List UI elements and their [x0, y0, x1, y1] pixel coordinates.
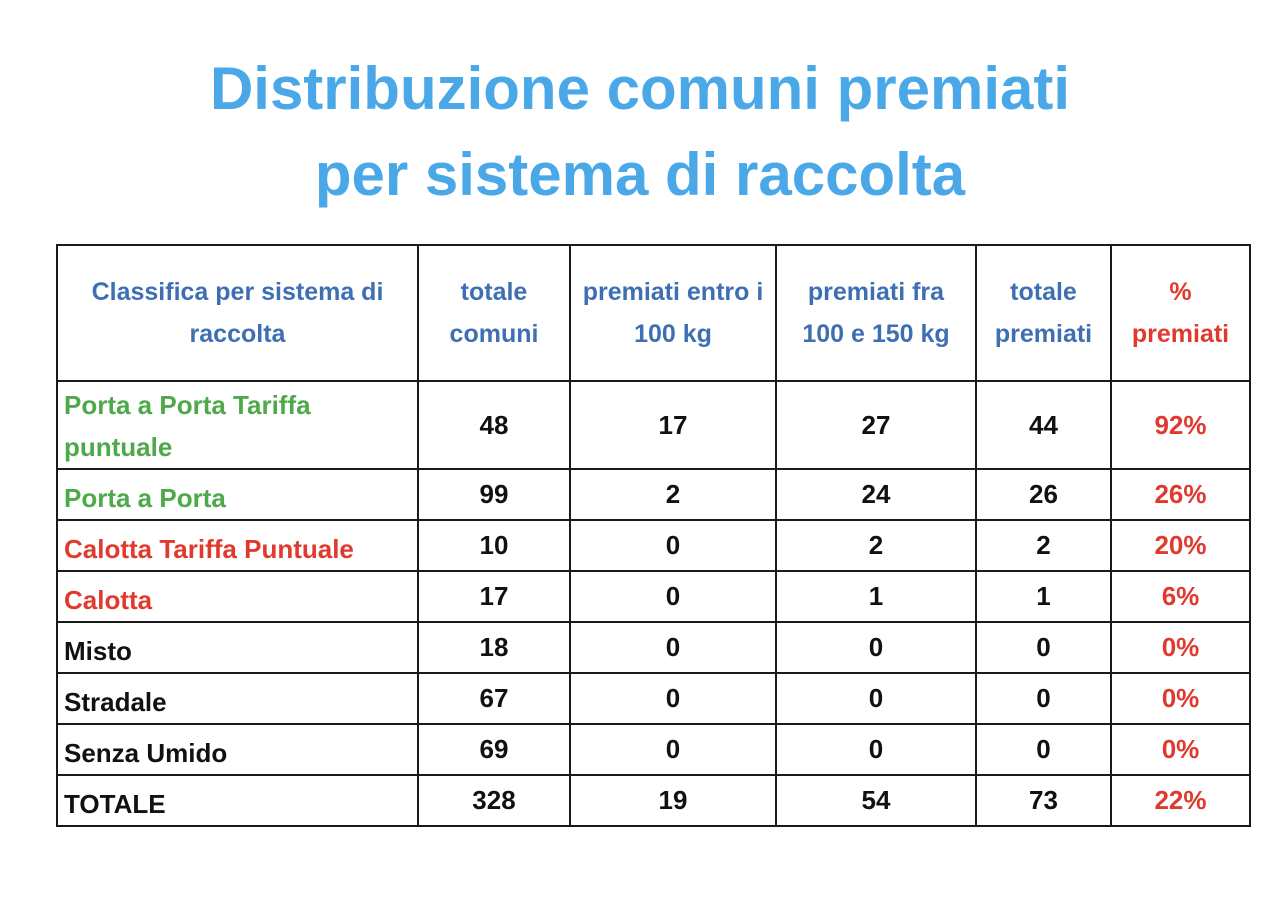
cell-totale-comuni: 10	[418, 520, 570, 571]
cell-fra-100-150: 2	[776, 520, 976, 571]
cell-totale-comuni: 99	[418, 469, 570, 520]
cell-entro-100: 2	[570, 469, 776, 520]
cell-totale-premiati: 1	[976, 571, 1111, 622]
cell-pct: 0%	[1111, 724, 1250, 775]
table-row	[57, 381, 1250, 469]
header-row	[57, 245, 1250, 381]
table-row	[57, 724, 1250, 775]
table-row	[57, 469, 1250, 520]
row-label: Calotta Tariffa Puntuale	[57, 520, 418, 571]
header-premiati-entro-100: premiati entro i 100 kg	[570, 245, 776, 381]
header-premiati-fra-100-150: premiati fra 100 e 150 kg	[776, 245, 976, 381]
cell-pct: 6%	[1111, 571, 1250, 622]
table-row	[57, 571, 1250, 622]
title-line-2: per sistema di raccolta	[314, 141, 966, 208]
row-label: Misto	[57, 622, 418, 673]
cell-totale-premiati: 2	[976, 520, 1111, 571]
page-title	[0, 46, 1280, 218]
cell-fra-100-150: 0	[776, 673, 976, 724]
table-row	[57, 673, 1250, 724]
cell-entro-100: 0	[570, 673, 776, 724]
row-label: Calotta	[57, 571, 418, 622]
cell-pct: 20%	[1111, 520, 1250, 571]
cell-pct: 92%	[1111, 381, 1250, 469]
header-totale-comuni: totale comuni	[418, 245, 570, 381]
header-pct-premiati: % premiati	[1111, 245, 1250, 381]
cell-totale-comuni: 67	[418, 673, 570, 724]
cell-totale-premiati: 0	[976, 622, 1111, 673]
cell-pct: 0%	[1111, 622, 1250, 673]
row-label: TOTALE	[57, 775, 418, 826]
cell-pct: 26%	[1111, 469, 1250, 520]
table-row	[57, 520, 1250, 571]
title-line-1: Distribuzione comuni premiati	[209, 55, 1071, 122]
table-row-total	[57, 775, 1250, 826]
row-label: Senza Umido	[57, 724, 418, 775]
cell-entro-100: 0	[570, 622, 776, 673]
cell-pct: 22%	[1111, 775, 1250, 826]
cell-totale-premiati: 0	[976, 724, 1111, 775]
cell-entro-100: 0	[570, 724, 776, 775]
cell-totale-comuni: 69	[418, 724, 570, 775]
cell-entro-100: 19	[570, 775, 776, 826]
cell-fra-100-150: 1	[776, 571, 976, 622]
cell-entro-100: 17	[570, 381, 776, 469]
cell-totale-premiati: 44	[976, 381, 1111, 469]
cell-totale-comuni: 48	[418, 381, 570, 469]
cell-totale-premiati: 73	[976, 775, 1111, 826]
row-label: Porta a Porta	[57, 469, 418, 520]
cell-totale-comuni: 18	[418, 622, 570, 673]
cell-totale-comuni: 17	[418, 571, 570, 622]
cell-totale-comuni: 328	[418, 775, 570, 826]
cell-entro-100: 0	[570, 571, 776, 622]
header-classifica: Classifica per sistema di raccolta	[57, 245, 418, 381]
cell-fra-100-150: 0	[776, 622, 976, 673]
cell-totale-premiati: 26	[976, 469, 1111, 520]
header-totale-premiati: totale premiati	[976, 245, 1111, 381]
results-table	[56, 244, 1251, 827]
cell-fra-100-150: 24	[776, 469, 976, 520]
cell-totale-premiati: 0	[976, 673, 1111, 724]
cell-fra-100-150: 0	[776, 724, 976, 775]
row-label: Stradale	[57, 673, 418, 724]
row-label: Porta a Porta Tariffa puntuale	[57, 381, 418, 469]
cell-fra-100-150: 27	[776, 381, 976, 469]
cell-pct: 0%	[1111, 673, 1250, 724]
cell-fra-100-150: 54	[776, 775, 976, 826]
cell-entro-100: 0	[570, 520, 776, 571]
table-row	[57, 622, 1250, 673]
